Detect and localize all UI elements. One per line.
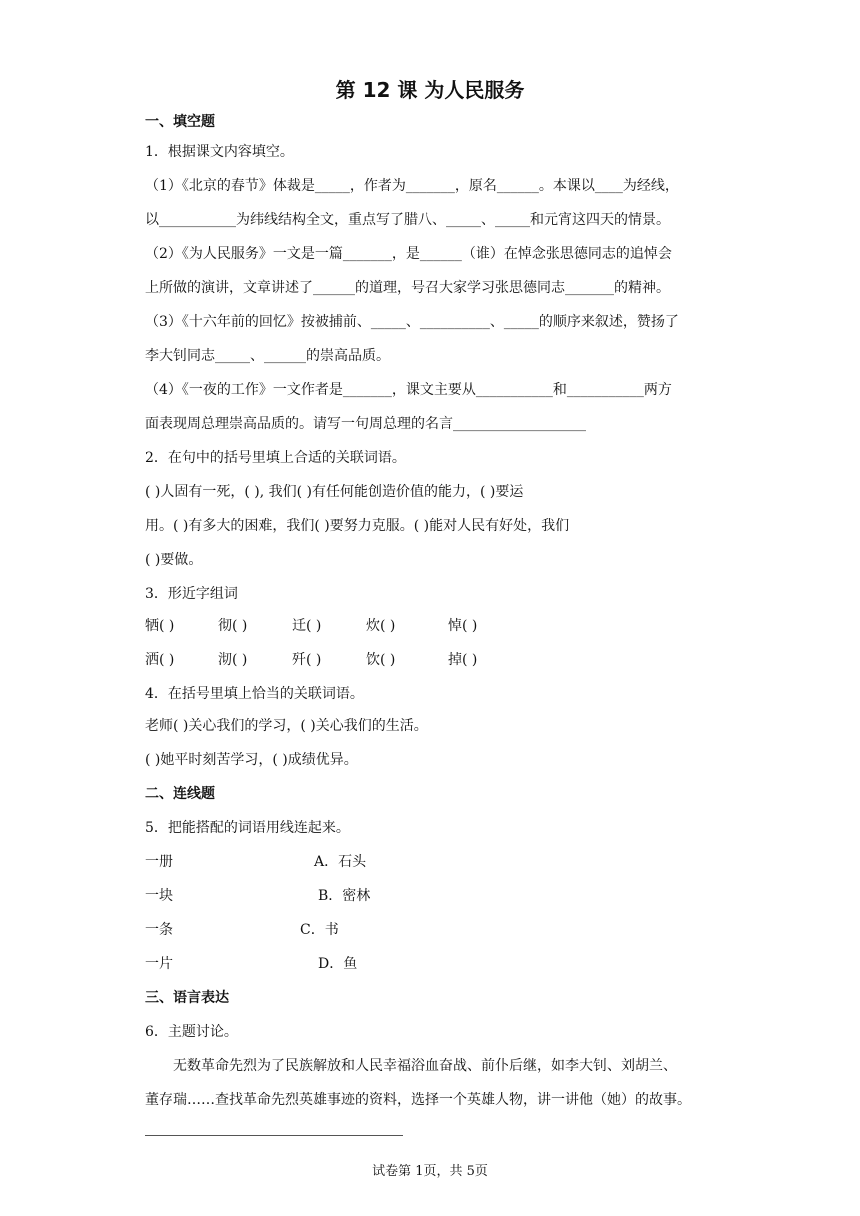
question-1-line: 以___________为纬线结构全文，重点写了腊八、_____、_____和元宵这四天的情景。 xyxy=(145,212,670,228)
footnote-divider xyxy=(145,1135,403,1136)
word-item: 洒( ) xyxy=(145,652,175,668)
question-5-stem: 5．把能搭配的词语用线连起来。 xyxy=(145,820,350,836)
question-1-line: 李大钊同志_____、______的崇高品质。 xyxy=(145,348,390,364)
question-2-line: ( )人固有一死，( ), 我们( )有任何能创造价值的能力，( )要运 xyxy=(145,484,524,500)
page-footer: 试卷第 1页，共 5页 xyxy=(372,1164,488,1179)
section-heading-expression: 三、语言表达 xyxy=(145,990,229,1006)
question-6-paragraph: 无数革命先烈为了民族解放和人民幸福浴血奋战、前仆后继，如李大钊、刘胡兰、 xyxy=(173,1058,677,1074)
match-right-item: A．石头 xyxy=(314,854,367,870)
question-2-line: ( )要做。 xyxy=(145,552,203,568)
section-heading-fill: 一、填空题 xyxy=(145,114,215,130)
match-left-item: 一册 xyxy=(145,854,173,870)
question-2-line: 用。( )有多大的困难，我们( )要努力克服。( )能对人民有好处，我们 xyxy=(145,518,570,534)
question-1-line: 面表现周总理崇高品质的。请写一句周总理的名言___________________ xyxy=(145,416,586,432)
match-left-item: 一条 xyxy=(145,922,173,938)
word-item: 掉( ) xyxy=(448,652,478,668)
question-1-stem: 1．根据课文内容填空。 xyxy=(145,144,294,160)
question-2-stem: 2．在句中的括号里填上合适的关联词语。 xyxy=(145,450,406,466)
question-4-line: 老师( )关心我们的学习，( )关心我们的生活。 xyxy=(145,718,428,734)
match-right-item: D．鱼 xyxy=(318,956,358,972)
question-1-line: （2）《为人民服务》一文是一篇_______，是______（谁）在悼念张思德同志的追悼会 xyxy=(145,246,672,262)
question-1-line: （1）《北京的春节》体裁是_____，作者为_______，原名______。本课以____为经线， xyxy=(145,178,679,194)
match-right-item: C．书 xyxy=(300,922,339,938)
section-heading-match: 二、连线题 xyxy=(145,786,215,802)
word-item: 饮( ) xyxy=(366,652,396,668)
word-item: 沏( ) xyxy=(218,652,248,668)
question-4-stem: 4．在括号里填上恰当的关联词语。 xyxy=(145,686,364,702)
word-item: 歼( ) xyxy=(292,652,322,668)
match-left-item: 一块 xyxy=(145,888,173,904)
word-item: 彻( ) xyxy=(218,618,248,634)
question-1-line: （3）《十六年前的回忆》按被捕前、_____、__________、_____的顺序来叙述，赞扬了 xyxy=(145,314,679,330)
word-item: 牺( ) xyxy=(145,618,175,634)
question-1-line: （4）《一夜的工作》一文作者是_______，课文主要从___________和___________两方 xyxy=(145,382,672,398)
word-item: 悼( ) xyxy=(448,618,478,634)
word-item: 炊( ) xyxy=(366,618,396,634)
question-6-paragraph: 董存瑞……查找革命先烈英雄事迹的资料，选择一个英雄人物，讲一讲他（她）的故事。 xyxy=(145,1092,691,1108)
question-1-line: 上所做的演讲，文章讲述了______的道理，号召大家学习张思德同志_______的精神。 xyxy=(145,280,670,296)
match-right-item: B．密林 xyxy=(318,888,371,904)
word-item: 迁( ) xyxy=(292,618,322,634)
question-4-line: ( )她平时刻苦学习，( )成绩优异。 xyxy=(145,752,358,768)
page-title: 第 12 课 为人民服务 xyxy=(335,78,525,102)
match-left-item: 一片 xyxy=(145,956,173,972)
question-3-stem: 3．形近字组词 xyxy=(145,586,238,602)
question-6-stem: 6．主题讨论。 xyxy=(145,1024,238,1040)
